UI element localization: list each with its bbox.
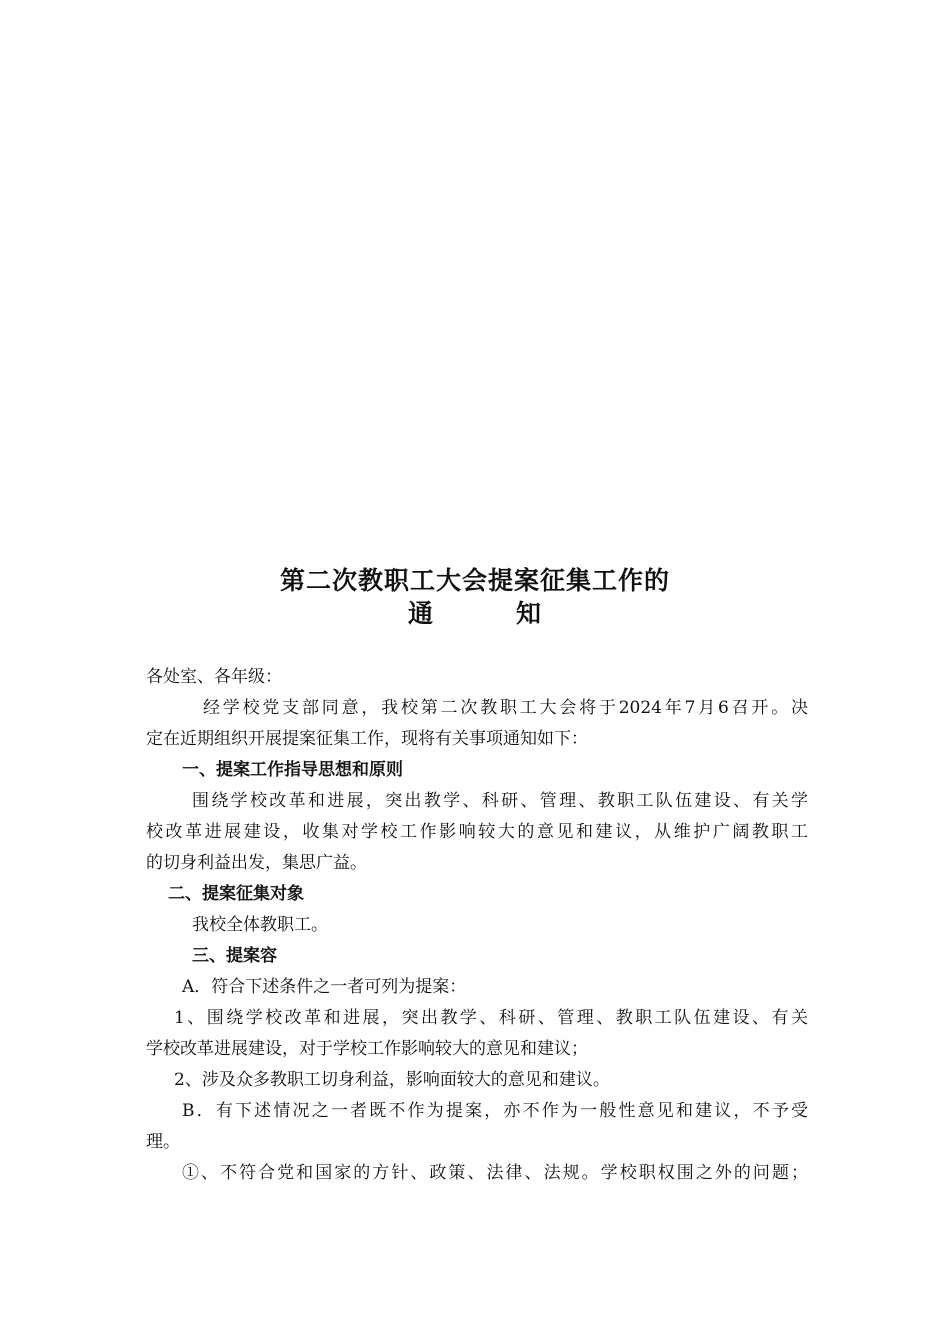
document-title: 第二次教职工大会提案征集工作的 (279, 566, 670, 595)
section-1-para-line-3: 的切身利益出发，集思广益。 (146, 853, 367, 873)
title-char-zhi: 知 (516, 599, 543, 628)
section-3-item-a2: 2、涉及众多教职工切身利益，影响面较大的意见和建议。 (174, 1070, 610, 1090)
section-2-heading: 二、提案征集对象 (168, 884, 304, 904)
section-3-item-b-line-1: B．有下述情况之一者既不作为提案，亦不作为一般性意见和建议，不予受 (182, 1101, 808, 1121)
section-3-heading: 三、提案容 (192, 946, 277, 966)
intro-line-1: 经学校党支部同意，我校第二次教职工大会将于2024年7月6召开。决 (203, 698, 808, 718)
section-3-item-a: A．符合下述条件之一者可列为提案： (182, 977, 467, 997)
intro-line-2: 定在近期组织开展提案征集工作，现将有关事项通知如下： (146, 729, 588, 749)
section-3-item-a1-line-1: 1、围绕学校改革和进展，突出教学、科研、管理、教职工队伍建设、有关 (174, 1008, 808, 1028)
section-3-item-b-line-2: 理。 (146, 1132, 180, 1152)
document-title-notice (0, 594, 950, 630)
section-3-item-a1-line-2: 学校改革进展建设，对于学校工作影响较大的意见和建议； (146, 1039, 588, 1059)
section-1-heading: 一、提案工作指导思想和原则 (182, 760, 403, 780)
title-char-tong: 通 (407, 599, 434, 628)
salutation: 各处室、各年级： (146, 667, 282, 687)
section-1-para-line-1: 围绕学校改革和进展，突出教学、科研、管理、教职工队伍建设、有关学 (192, 791, 808, 811)
section-1-para-line-2: 校改革进展建设，收集对学校工作影响较大的意见和建议，从维护广阔教职工 (146, 822, 808, 842)
section-2-para: 我校全体教职工。 (192, 915, 328, 935)
document-body (146, 662, 808, 1189)
section-3-item-b1: ①、不符合党和国家的方针、政策、法律、法规。学校职权围之外的问题； (182, 1163, 808, 1183)
